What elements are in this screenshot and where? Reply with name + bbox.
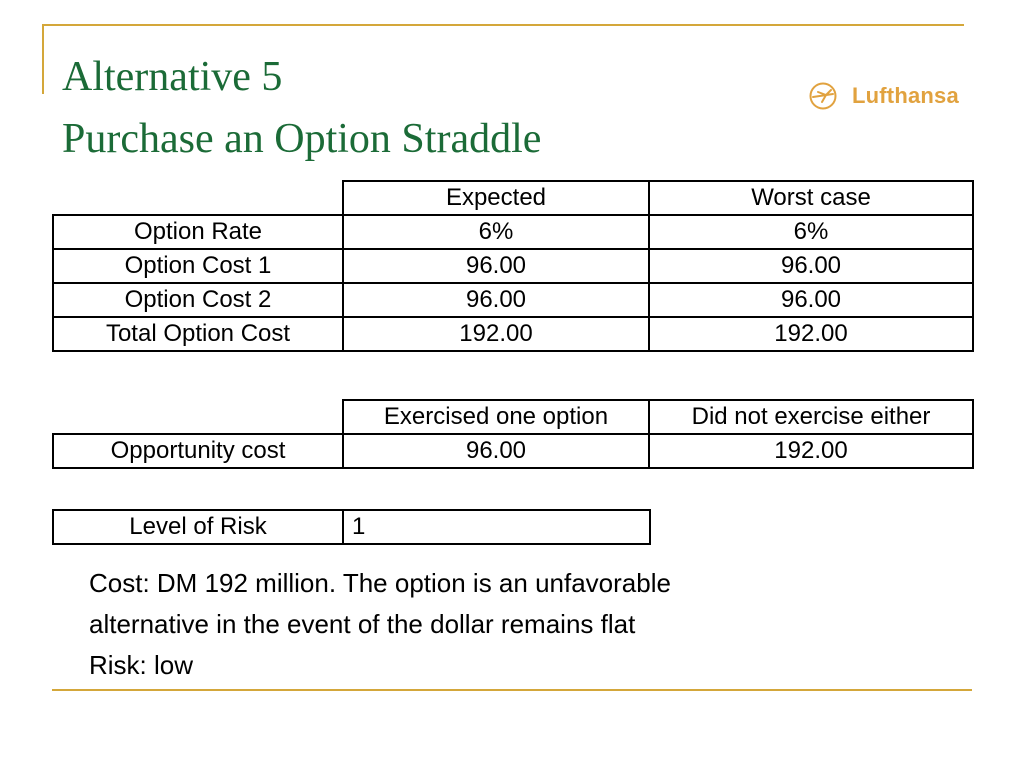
row-label: Option Cost 1 <box>53 249 343 283</box>
row-label: Total Option Cost <box>53 317 343 351</box>
top-rule <box>44 24 964 26</box>
table-row <box>53 249 973 283</box>
table-cell: 6% <box>649 215 973 249</box>
table-header-blank <box>53 400 343 434</box>
column-header-expected: Expected <box>343 181 649 215</box>
table-cell: 192.00 <box>343 317 649 351</box>
table-header-blank <box>53 181 343 215</box>
row-label: Level of Risk <box>53 510 343 544</box>
table-cell: 96.00 <box>343 434 649 468</box>
table-header-row <box>53 400 973 434</box>
table-row <box>53 317 973 351</box>
table-cell: 96.00 <box>343 249 649 283</box>
left-rule <box>42 24 44 94</box>
table-row <box>53 510 650 544</box>
opportunity-cost-table <box>52 399 974 469</box>
lufthansa-logo <box>808 80 959 112</box>
row-label: Opportunity cost <box>53 434 343 468</box>
bottom-rule <box>52 689 972 691</box>
note-line: alternative in the event of the dollar remains flat <box>89 609 636 639</box>
table-cell: 192.00 <box>649 434 973 468</box>
note-line: Cost: DM 192 million. The option is an unfavorable <box>89 568 671 598</box>
row-label: Option Rate <box>53 215 343 249</box>
logo-text: Lufthansa <box>852 83 959 108</box>
lufthansa-crane-icon <box>808 81 838 111</box>
summary-notes <box>89 563 671 686</box>
slide-title <box>62 46 541 170</box>
table-cell: 96.00 <box>343 283 649 317</box>
table-cell: 96.00 <box>649 283 973 317</box>
title-line-2: Purchase an Option Straddle <box>62 116 542 162</box>
table-row <box>53 434 973 468</box>
risk-table <box>52 509 651 545</box>
title-line-1: Alternative 5 <box>62 54 283 100</box>
risk-value: 1 <box>343 510 650 544</box>
column-header-did-not-exercise: Did not exercise either <box>649 400 973 434</box>
row-label: Option Cost 2 <box>53 283 343 317</box>
column-header-worst-case: Worst case <box>649 181 973 215</box>
note-line: Risk: low <box>89 650 194 680</box>
column-header-exercised-one: Exercised one option <box>343 400 649 434</box>
table-cell: 6% <box>343 215 649 249</box>
table-row <box>53 283 973 317</box>
option-cost-table <box>52 180 974 352</box>
table-row <box>53 215 973 249</box>
table-cell: 96.00 <box>649 249 973 283</box>
table-header-row <box>53 181 973 215</box>
table-cell: 192.00 <box>649 317 973 351</box>
